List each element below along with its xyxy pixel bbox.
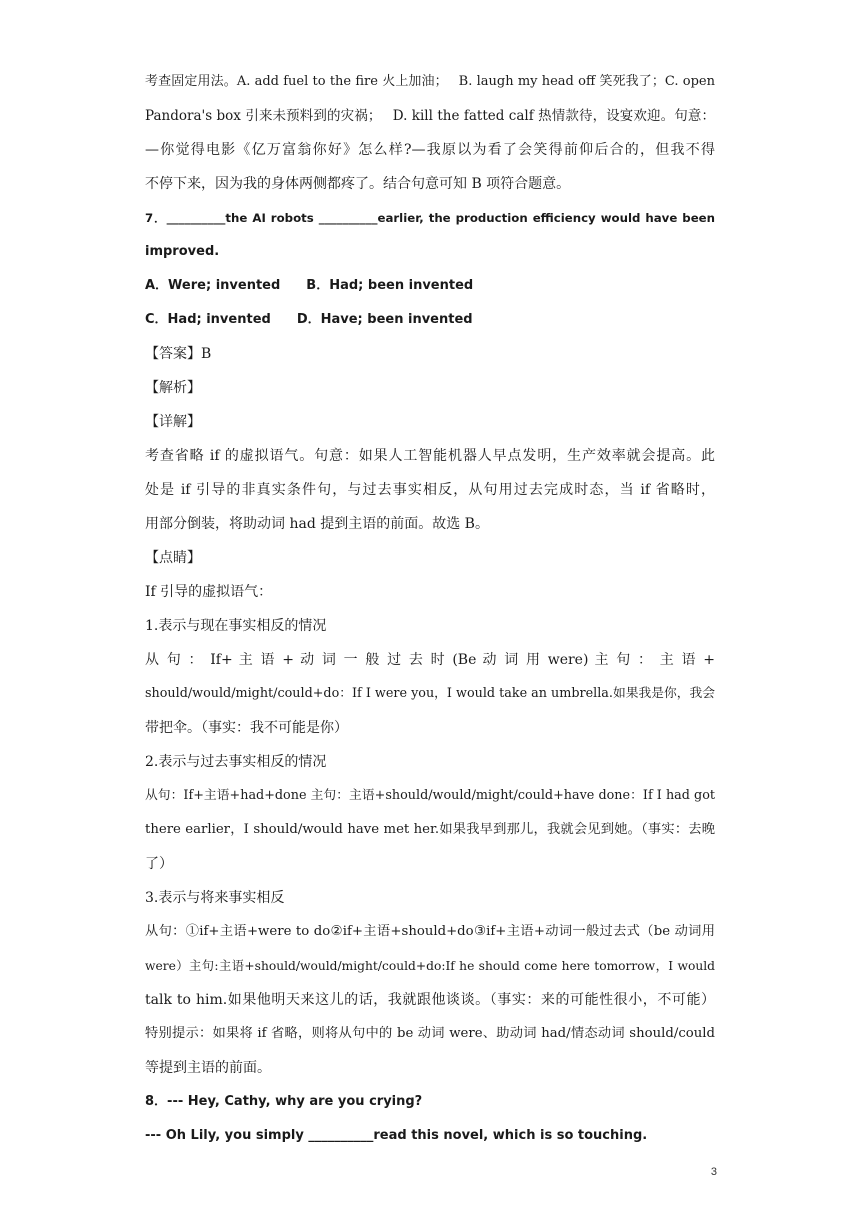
text-line: 从句：①if+主语+were to do②if+主语+should+do③if+主语+动词一般过去式（be 动词用 [145, 924, 715, 939]
text-line: 考查省略 if 的虚拟语气。句意：如果人工智能机器人早点发明，生产效率就会提高。此 [145, 448, 715, 464]
text-line: 带把伞。（事实：我不可能是你） [145, 720, 348, 736]
question-8-line-2: --- Oh Lily, you simply __________read this novel, which is so touching. [145, 1128, 648, 1143]
text-line: there earlier，I should/would have met her.如果我早到那儿，我就会见到她。（事实：去晚 [145, 822, 715, 837]
text-line: 不停下来，因为我的身体两侧都疼了。结合句意可知 B 项符合题意。 [145, 176, 571, 192]
question-7-stem: 7．__________the AI robots __________earlier, the production efficiency would have been [145, 211, 715, 225]
question-7-stem-cont: improved. [145, 244, 220, 259]
text-line: —你觉得电影《亿万富翁你好》怎么样?—我原以为看了会笑得前仰后合的，但我不得 [145, 142, 715, 158]
section-heading: 1.表示与现在事实相反的情况 [145, 618, 327, 634]
text-line: talk to him.如果他明天来这儿的话，我就跟他谈谈。（事实：来的可能性很小，不可能） [145, 992, 715, 1008]
text-line: 了） [145, 856, 173, 872]
key-point-label: 【点睛】 [145, 550, 201, 566]
question-7-options-cd: C．Had; invented D．Have; been invented [145, 312, 473, 327]
answer-label: 【答案】B [145, 346, 212, 362]
text-line: 用部分倒装，将助动词 had 提到主语的前面。故选 B。 [145, 516, 489, 532]
text-line: should/would/might/could+do：If I were you，I would take an umbrella.如果我是你，我会 [145, 686, 715, 701]
page-number: 3 [710, 1166, 717, 1178]
text-line: 考查固定用法。A. add fuel to the fire 火上加油； B. laugh my head off 笑死我了；C. open [145, 74, 715, 89]
section-heading: 2.表示与过去事实相反的情况 [145, 754, 327, 770]
text-line: were）主句:主语+should/would/might/could+do:If he should come here tomorrow，I would [145, 959, 715, 973]
section-heading: 3.表示与将来事实相反 [145, 890, 285, 906]
text-line: 等提到主语的前面。 [145, 1060, 271, 1076]
text-line: 从 句 ： If+ 主 语 + 动 词 一 般 过 去 时 (Be 动 词 用 were) 主 句 ： 主 语 + [145, 652, 715, 668]
text-line: 从句：If+主语+had+done 主句：主语+should/would/might/could+have done：If I had got [145, 788, 715, 803]
detail-label: 【详解】 [145, 414, 201, 430]
text-line: 处是 if 引导的非真实条件句，与过去事实相反，从句用过去完成时态，当 if 省略时， [145, 482, 715, 498]
text-line: If 引导的虚拟语气： [145, 584, 273, 600]
question-8-line-1: 8．--- Hey, Cathy, why are you crying? [145, 1094, 423, 1109]
text-line: 特别提示：如果将 if 省略，则将从句中的 be 动词 were、助动词 had/情态动词 should/could [145, 1026, 715, 1041]
analysis-label: 【解析】 [145, 380, 201, 396]
text-line: Pandora's box 引来未预料到的灾祸； D. kill the fatted calf 热情款待，设宴欢迎。句意： [145, 108, 715, 124]
question-7-options-ab: A．Were; invented B．Had; been invented [145, 278, 474, 293]
